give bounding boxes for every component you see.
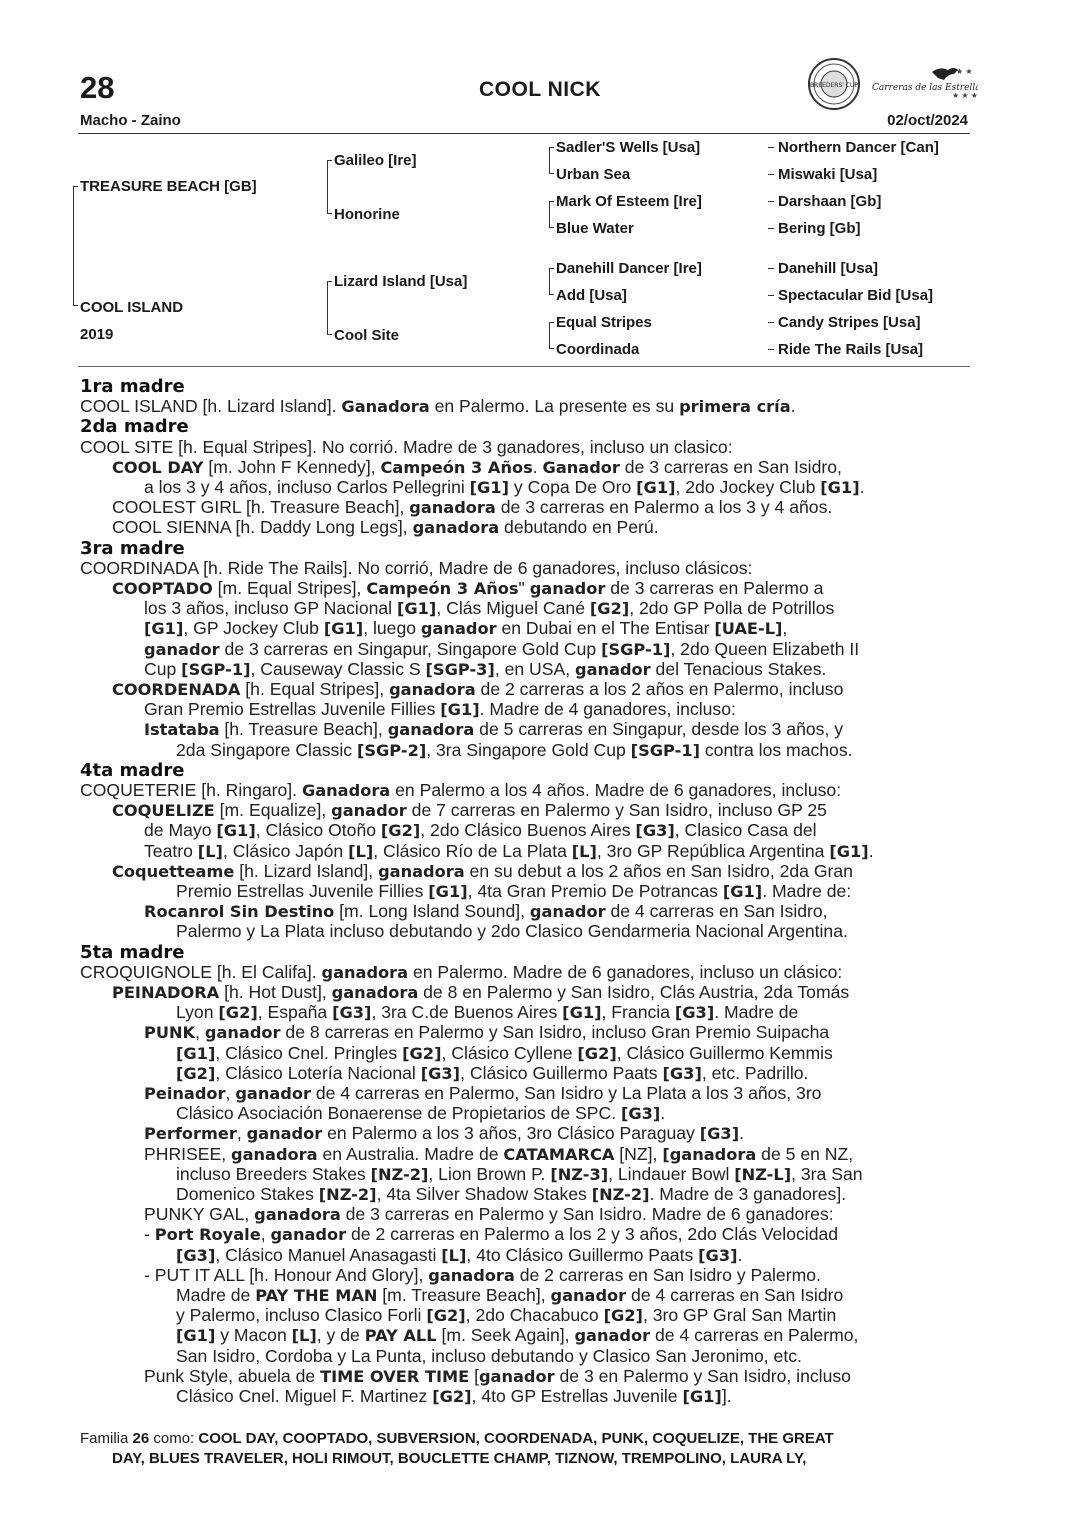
pedigree-gen2: Honorine (334, 206, 400, 223)
record-line: incluso Breeders Stakes [NZ-2], Lion Brown P. [NZ-3], Lindauer Bowl [NZ-L], 3ra San (176, 1163, 863, 1184)
svg-text:★ ★ ★: ★ ★ ★ (952, 91, 978, 100)
bracket-line (327, 160, 328, 214)
emphasis: [G3] (674, 1003, 715, 1023)
record-line: y Palermo, incluso Clasico Forli [G2], 2do Chacabuco [G2], 3ro GP Gral San Martin (176, 1305, 837, 1326)
emphasis: [G1] (722, 882, 763, 901)
emphasis: ganador (144, 639, 220, 659)
emphasis: [G3] (332, 1003, 372, 1023)
record-line: Punk Style, abuela de TIME OVER TIME [ganador de 3 en Palermo y San Isidro, incluso (144, 1365, 851, 1386)
pedigree-gen3: Add [Usa] (556, 287, 627, 304)
record-line: de Mayo [G1], Clásico Otoño [G2], 2do Clásico Buenos Aires [G3], Clasico Casa del (144, 820, 817, 841)
record-line: ganador de 3 carreras en Singapur, Singapore Gold Cup [SGP-1], 2do Queen Elizabeth II (144, 638, 860, 659)
emphasis: [G3] (176, 1245, 216, 1265)
record-line: Coquetteame [h. Lizard Island], ganadora en su debut a los 2 años en San Isidro, 2da Gran (112, 860, 853, 881)
pedigree-gen4: Northern Dancer [Can] (778, 139, 939, 156)
pedigree-gen4: Miswaki [Usa] (778, 166, 878, 183)
emphasis: [G1] (396, 599, 437, 619)
record-line: Rocanrol Sin Destino [m. Long Island Sound], ganador de 4 carreras en San Isidro, (144, 901, 828, 922)
pedigree-gen3: Danehill Dancer [Ire] (556, 260, 702, 277)
emphasis: [G2] (176, 1063, 216, 1083)
record-line: [G1], Clásico Cnel. Pringles [G2], Clásico Cyllene [G2], Clásico Guillermo Kemmis (176, 1042, 833, 1063)
emphasis: PUNK (144, 1023, 196, 1043)
emphasis: [G2] (432, 1387, 472, 1406)
record-line: Peinador, ganador de 4 carreras en Palermo, San Isidro y La Plata a los 3 años, 3ro (144, 1083, 822, 1103)
emphasis: [SGP-3] (425, 659, 495, 679)
emphasis: [G1] (440, 700, 480, 720)
sale-date: 02/oct/2024 (887, 112, 968, 129)
emphasis: [G1] (562, 1003, 602, 1023)
pedigree-gen4: Ride The Rails [Usa] (778, 341, 924, 358)
record-line: PUNKY GAL, ganadora de 3 carreras en Palermo y San Isidro. Madre de 6 ganadores: (144, 1204, 834, 1225)
emphasis: [L] (441, 1245, 467, 1265)
emphasis: DAY, BLUES TRAVELER, HOLI RIMOUT, BOUCLETTE CHAMP, TIZNOW, TREMPOLINO, LAURA LY, (112, 1450, 807, 1467)
emphasis: ganadora (409, 498, 496, 518)
sire-name: TREASURE BEACH [GB] (80, 178, 257, 195)
record-line: Palermo y La Plata incluso debutando y 2do Clasico Gendarmeria Nacional Argentina. (176, 921, 848, 942)
record-line: COOPTADO [m. Equal Stripes], Campeón 3 Años" ganador de 3 carreras en Palermo a (112, 578, 824, 598)
record-line: Performer, ganador en Palermo a los 3 años, 3ro Clásico Paraguay [G3]. (144, 1123, 744, 1144)
bracket-line (73, 186, 74, 306)
emphasis: PAY THE MAN (255, 1286, 378, 1305)
pedigree-gen4: Danehill [Usa] (778, 260, 879, 277)
record-line: CROQUIGNOLE [h. El Califa]. ganadora en Palermo. Madre de 6 ganadores, incluso un clásico: (80, 961, 843, 982)
emphasis: [G1] (323, 619, 364, 639)
emphasis: [L] (348, 841, 374, 861)
emphasis: [G1] (820, 478, 860, 497)
emphasis: Ganador (542, 457, 620, 477)
emphasis: [NZ-2] (591, 1185, 650, 1204)
emphasis: ganadora (331, 983, 419, 1002)
emphasis: Port Royale (154, 1225, 261, 1245)
svg-text:★ ★: ★ ★ (956, 67, 973, 76)
emphasis: [G1] (176, 1043, 216, 1063)
emphasis: ganadora (254, 1205, 341, 1225)
emphasis: TIME OVER TIME (320, 1366, 470, 1386)
sex-color: Macho - Zaino (80, 112, 181, 129)
bracket-line (549, 322, 550, 349)
emphasis: ganador (270, 1225, 347, 1245)
record-line: COOL DAY [m. John F Kennedy], Campeón 3 Años. Ganador de 3 carreras en San Isidro, (112, 456, 842, 477)
record-line: [G2], Clásico Lotería Nacional [G3], Clásico Guillermo Paats [G3], etc. Padrillo. (176, 1062, 809, 1083)
emphasis: [G3] (420, 1063, 461, 1083)
lot-number: 28 (80, 70, 115, 105)
record-line: Lyon [G2], España [G3], 3ra C.de Buenos Aires [G1], Francia [G3]. Madre de (176, 1002, 799, 1023)
record-line: San Isidro, Cordoba y La Punta, incluso debutando y Clasico San Jeronimo, etc. (176, 1345, 802, 1366)
pedigree-gen4: Candy Stripes [Usa] (778, 314, 921, 331)
horse-rider-icon (932, 68, 958, 80)
record-line: PHRISEE, ganadora en Australia. Madre de CATAMARCA [NZ], [ganadora de 5 en NZ, (144, 1143, 854, 1164)
emphasis: Ganadora (301, 781, 391, 800)
emphasis: [G2] (218, 1003, 258, 1023)
record-line: COOL ISLAND [h. Lizard Island]. Ganadora en Palermo. La presente es su primera cría. (80, 396, 796, 417)
family-line: Familia 26 como: COOL DAY, COOPTADO, SUBVERSION, COORDENADA, PUNK, COQUELIZE, THE GREAT (80, 1430, 834, 1447)
emphasis: Rocanrol Sin Destino (144, 902, 335, 922)
header-rule (78, 133, 970, 134)
record-line: COOL SIENNA [h. Daddy Long Legs], ganadora debutando en Perú. (112, 517, 659, 538)
record-line: Cup [SGP-1], Causeway Classic S [SGP-3], en USA, ganador del Tenacious Stakes. (144, 658, 827, 679)
record-line: los 3 años, incluso GP Nacional [G1], Clás Miguel Cané [G2], 2do GP Polla de Potrillos (144, 598, 835, 619)
record-line: COOL SITE [h. Equal Stripes]. No corrió. Madre de 3 ganadores, incluso un clasico: (80, 436, 733, 457)
record-line: PUNK, ganador de 8 carreras en Palermo y San Isidro, incluso Gran Premio Suipacha (144, 1022, 830, 1043)
emphasis: Ganadora (341, 397, 430, 417)
record-line: COOLEST GIRL [h. Treasure Beach], ganadora de 3 carreras en Palermo a los 3 y 4 años. (112, 497, 833, 518)
record-line: COORDINADA [h. Ride The Rails]. No corrió, Madre de 6 ganadores, incluso clásicos: (80, 557, 753, 578)
bracket-line (327, 281, 328, 335)
pedigree-gen4: Spectacular Bid [Usa] (778, 287, 934, 304)
section-heading: 3ra madre (80, 537, 185, 559)
record-line: Premio Estrellas Juvenile Fillies [G1], 4ta Gran Premio De Potrancas [G1]. Madre de: (176, 881, 852, 901)
emphasis: PEINADORA (112, 983, 220, 1002)
record-line: PEINADORA [h. Hot Dust], ganadora de 8 en Palermo y San Isidro, Clás Austria, 2da Tomás (112, 982, 850, 1002)
emphasis: ganador (574, 1326, 651, 1346)
record-line: Madre de PAY THE MAN [m. Treasure Beach], ganador de 4 carreras en San Isidro (176, 1285, 844, 1305)
record-line: a los 3 y 4 años, incluso Carlos Pellegrini [G1] y Copa De Oro [G1], 2do Jockey Club [G1]. (144, 477, 865, 497)
emphasis: [G3] (698, 1245, 738, 1265)
emphasis: [NZ-3] (550, 1164, 609, 1184)
emphasis: [G1] (176, 1326, 216, 1346)
emphasis: [G1] (682, 1387, 722, 1406)
record-line: - Port Royale, ganador de 2 carreras en Palermo a los 2 y 3 años, 2do Clás Velocidad (144, 1224, 839, 1245)
dam-name: COOL ISLAND (80, 299, 184, 316)
horse-name: COOL NICK (479, 78, 601, 101)
emphasis: [G3] (620, 1104, 661, 1124)
pedigree-rule (78, 366, 970, 367)
breeders-cup-seal-icon (806, 54, 978, 114)
pedigree-gen3: Coordinada (556, 341, 640, 358)
pedigree-gen3: Equal Stripes (556, 314, 652, 331)
emphasis: [ganadora (662, 1144, 757, 1164)
emphasis: PAY ALL (364, 1326, 437, 1346)
record-line: - PUT IT ALL [h. Honour And Glory], ganadora de 2 carreras en San Isidro y Palermo. (144, 1264, 821, 1285)
emphasis: ganadora (378, 861, 465, 881)
emphasis: COOPTADO (112, 579, 213, 598)
emphasis: [G2] (402, 1043, 442, 1063)
svg-text:Carreras de las Estrellas: Carreras de las Estrellas (872, 83, 978, 93)
emphasis: CATAMARCA (503, 1144, 615, 1164)
section-heading: 1ra madre (80, 376, 185, 397)
pedigree-gen2: Cool Site (334, 327, 400, 344)
emphasis: ganador (331, 801, 407, 821)
emphasis: COORDENADA (112, 680, 241, 699)
pedigree-gen2: Lizard Island [Usa] (334, 273, 468, 290)
emphasis: [G3] (635, 821, 675, 841)
emphasis: [G2] (577, 1043, 617, 1063)
record-line: Istataba [h. Treasure Beach], ganadora de 5 carreras en Singapur, desde los 3 años, y (144, 719, 844, 740)
birth-year: 2019 (80, 326, 114, 343)
record-line: COQUETERIE [h. Ringaro]. Ganadora en Palermo a los 4 años. Madre de 6 ganadores, incluso: (80, 780, 842, 800)
record-line: COQUELIZE [m. Equalize], ganador de 7 carreras en Palermo y San Isidro, incluso GP 25 (112, 800, 827, 821)
pedigree-gen2: Galileo [Ire] (334, 152, 417, 169)
emphasis: Campeón 3 Años (366, 579, 519, 598)
record-line: Domenico Stakes [NZ-2], 4ta Silver Shadow Stakes [NZ-2]. Madre de 3 ganadores]. (176, 1184, 847, 1204)
header-logos (806, 54, 978, 114)
pedigree-gen3: Urban Sea (556, 166, 631, 183)
bracket-line (549, 147, 550, 174)
family-line (112, 1450, 806, 1467)
emphasis: ganador (550, 1286, 627, 1305)
emphasis: [G1] (636, 478, 676, 497)
pedigree-gen4: Darshaan [Gb] (778, 193, 882, 210)
emphasis: Peinador (144, 1084, 226, 1103)
emphasis: [G2] (603, 1306, 643, 1326)
emphasis: [G1] (144, 619, 184, 639)
emphasis: [G1] (829, 841, 869, 861)
bracket-line (549, 268, 550, 295)
emphasis: [SGP-1] (601, 639, 671, 659)
emphasis: COOL DAY, COOPTADO, SUBVERSION, COORDENADA, PUNK, COQUELIZE, THE GREAT (198, 1430, 834, 1447)
record-line: [G1] y Macon [L], y de PAY ALL [m. Seek Again], ganador de 4 carreras en Palermo, (176, 1325, 859, 1346)
section-heading: 5ta madre (80, 941, 185, 963)
pedigree-gen3: Blue Water (556, 220, 634, 237)
emphasis: COOL DAY (112, 457, 204, 477)
emphasis: [G3] (662, 1063, 702, 1083)
emphasis: COQUELIZE (112, 801, 215, 821)
svg-text:BREEDERS' CUP: BREEDERS' CUP (809, 82, 859, 89)
emphasis: [SGP-1] (181, 659, 251, 679)
emphasis: Campeón 3 Años (380, 457, 533, 477)
emphasis: [G3] (699, 1124, 740, 1144)
record-line: [G1], GP Jockey Club [G1], luego ganador en Dubai en el The Entisar [UAE-L], (144, 618, 788, 639)
section-heading: 2da madre (80, 416, 189, 438)
emphasis: [G2] (426, 1306, 466, 1326)
emphasis: ganadora (428, 1265, 515, 1285)
emphasis: ganadora (321, 962, 409, 982)
emphasis: ganadora (231, 1144, 318, 1164)
record-line: Clásico Asociación Bonaerense de Propietarios de SPC. [G3]. (176, 1103, 666, 1124)
emphasis: [G1] (428, 882, 468, 901)
emphasis: ganador (420, 619, 497, 639)
emphasis: ganador (246, 1124, 323, 1144)
pedigree-gen3: Sadler'S Wells [Usa] (556, 139, 701, 156)
emphasis: ganador (575, 659, 651, 679)
emphasis: [G2] (589, 599, 630, 619)
emphasis: [L] (571, 841, 597, 861)
record-line: 2da Singapore Classic [SGP-2], 3ra Singapore Gold Cup [SGP-1] contra los machos. (176, 739, 853, 760)
emphasis: [SGP-2] (356, 740, 427, 760)
record-line: [G3], Clásico Manuel Anasagasti [L], 4to Clásico Guillermo Paats [G3]. (176, 1244, 743, 1265)
emphasis: [L] (197, 841, 223, 861)
emphasis: ganador (235, 1084, 311, 1103)
emphasis: ganador (478, 1366, 555, 1386)
emphasis: Coquetteame (112, 861, 235, 881)
emphasis: ganador (529, 902, 606, 922)
emphasis: ganadora (412, 518, 500, 538)
emphasis: primera cría (679, 397, 791, 417)
emphasis: Performer (144, 1124, 237, 1144)
emphasis: [NZ-L] (734, 1164, 792, 1184)
pedigree-gen3: Mark Of Esteem [Ire] (556, 193, 702, 210)
record-line: Clásico Cnel. Miguel F. Martinez [G2], 4to GP Estrellas Juvenile [G1]]. (176, 1386, 732, 1406)
emphasis: 26 (132, 1430, 150, 1447)
emphasis: [G1] (469, 478, 510, 497)
bracket-line (549, 201, 550, 228)
emphasis: [UAE-L] (714, 619, 783, 639)
emphasis: Istataba (144, 720, 220, 740)
record-line: Gran Premio Estrellas Juvenile Fillies [G1]. Madre de 4 ganadores, incluso: (144, 699, 736, 720)
emphasis: ganadora (387, 720, 475, 740)
emphasis: [NZ-2] (318, 1185, 377, 1204)
record-line: COORDENADA [h. Equal Stripes], ganadora de 2 carreras a los 2 años en Palermo, incluso (112, 679, 844, 699)
record-line: Teatro [L], Clásico Japón [L], Clásico Río de La Plata [L], 3ro GP República Argentina [G1]. (144, 840, 874, 861)
emphasis: ganadora (389, 680, 476, 699)
emphasis: [G2] (380, 821, 421, 841)
emphasis: ganador (204, 1023, 281, 1043)
pedigree-gen4: Bering [Gb] (778, 220, 861, 237)
emphasis: ganador (529, 579, 606, 598)
section-heading: 4ta madre (80, 759, 185, 781)
emphasis: [L] (291, 1326, 317, 1346)
emphasis: [G1] (216, 821, 256, 841)
emphasis: [SGP-1] (630, 740, 700, 760)
emphasis: [NZ-2] (370, 1164, 429, 1184)
